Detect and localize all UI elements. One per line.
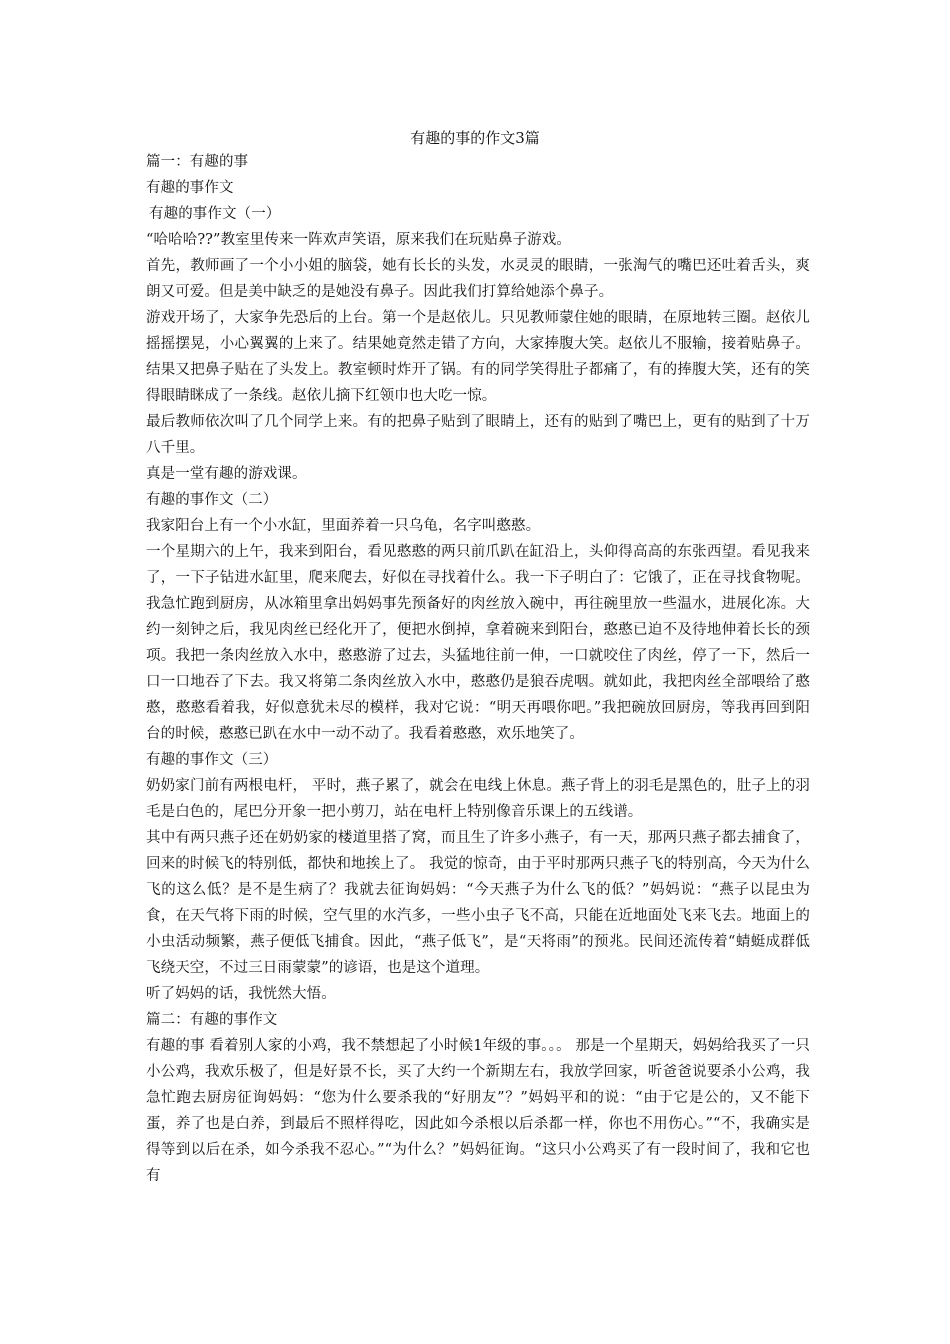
paragraph: “哈哈哈??”教室里传来一阵欢声笑语，原来我们在玩贴鼻子游戏。 [146,232,571,248]
paragraph: 真是一堂有趣的游戏课。 [146,466,307,482]
paragraph: 首先，教师画了一个小小姐的脑袋，她有长长的头发，水灵灵的眼睛，一张淘气的嘴巴还吐着舌头，爽朗又可爱。但是美中缺乏的是她没有鼻子。因此我们打算给她添个鼻子。 [146,258,810,300]
section-heading: 篇二：有趣的事作文 [146,1012,278,1028]
paragraph: 听了妈妈的话，我恍然大悟。 [146,986,336,1002]
essay-heading: 有趣的事作文（一） [149,206,281,222]
paragraph: 一个星期六的上午，我来到阳台，看见憨憨的两只前爪趴在缸沿上，头仰得高高的东张西望。看见我来了，一下子钻进水缸里，爬来爬去，好似在寻找着什么。我一下子明白了：它饿了，正在寻找食物呢。我急忙跑到厨房，从冰箱里拿出妈妈事先预备好的肉丝放入碗中，再往碗里放一些温水，进展化冻。大约一刻钟之后，我见肉丝已经化开了，便把水倒掉，拿着碗来到阳台，憨憨已迫不及待地伸着长长的颈项。我把一条肉丝放入水中，憨憨游了过去，头猛地往前一伸，一口就咬住了肉丝，停了一下，然后一口一口地吞了下去。我又将第二条肉丝放入水中，憨憨仍是狼吞虎咽。就如此，我把肉丝全部喂给了憨憨，憨憨看着我，好似意犹未尽的模样，我对它说：“明天再喂你吧。”我把碗放回厨房，等我再回到阳台的时候，憨憨已趴在水中一动不动了。我看着憨憨，欢乐地笑了。 [146,544,810,742]
paragraph: 奶奶家门前有两根电杆， 平时，燕子累了，就会在电线上休息。燕子背上的羽毛是黑色的，肚子上的羽毛是白色的，尾巴分开象一把小剪刀，站在电杆上特别像音乐课上的五线谱。 [146,778,810,820]
paragraph: 最后教师依次叫了几个同学上来。有的把鼻子贴到了眼睛上，还有的贴到了嘴巴上，更有的贴到了十万八千里。 [146,414,810,456]
document-body [146,149,810,1189]
subheading: 有趣的事作文 [146,180,234,196]
section-heading: 篇一：有趣的事 [146,154,249,170]
essay-heading: 有趣的事作文（三） [146,752,278,768]
paragraph: 其中有两只燕子还在奶奶家的楼道里搭了窝，而且生了许多小燕子，有一天，那两只燕子都去捕食了，回来的时候飞的特别低，都快和地挨上了。 我觉的惊奇，由于平时那两只燕子飞的特别高，今天为什么飞的这么低？是不是生病了？我就去征询妈妈：“今天燕子为什么飞的低？”妈妈说：“燕子以昆虫为食，在天气将下雨的时候，空气里的水汽多，一些小虫子飞不高，只能在近地面处飞来飞去。地面上的小虫活动频繁，燕子便低飞捕食。因此，“燕子低飞”，是“天将雨”的预兆。民间还流传着“蜻蜓成群低飞绕天空，不过三日雨蒙蒙”的谚语，也是这个道理。 [146,830,810,976]
document-title: 有趣的事的作文3篇 [410,129,540,147]
essay-heading: 有趣的事作文（二） [146,492,278,508]
paragraph: 有趣的事 看着别人家的小鸡，我不禁想起了小时候1年级的事。。。 那是一个星期天，妈妈给我买了一只小公鸡，我欢乐极了，但是好景不长，买了大约一个新期左右，我放学回家，听爸爸说要杀小公鸡，我急忙跑去厨房征询妈妈：“您为什么要杀我的“好朋友”？”妈妈平和的说：“由于它是公的，又不能下蛋，养了也是白养，到最后不照样得吃，因此如今杀根以后杀都一样，你也不用伤心。”“不，我确实是得等到以后在杀，如今杀我不忍心。”“为什么？”妈妈征询。“这只小公鸡买了有一段时间了，我和它也有 [146,1038,810,1184]
paragraph: 我家阳台上有一个小水缸，里面养着一只乌龟，名字叫憨憨。 [146,518,541,534]
paragraph: 游戏开场了，大家争先恐后的上台。第一个是赵依儿。只见教师蒙住她的眼睛，在原地转三圈。赵依儿摇摇摆晃，小心翼翼的上来了。结果她竟然走错了方向，大家捧腹大笑。赵依儿不服输，接着贴鼻子。结果又把鼻子贴在了头发上。教室顿时炸开了锅。有的同学笑得肚子都痛了，有的捧腹大笑，还有的笑得眼睛眯成了一条线。赵依儿摘下红领巾也大吃一惊。 [146,310,810,404]
